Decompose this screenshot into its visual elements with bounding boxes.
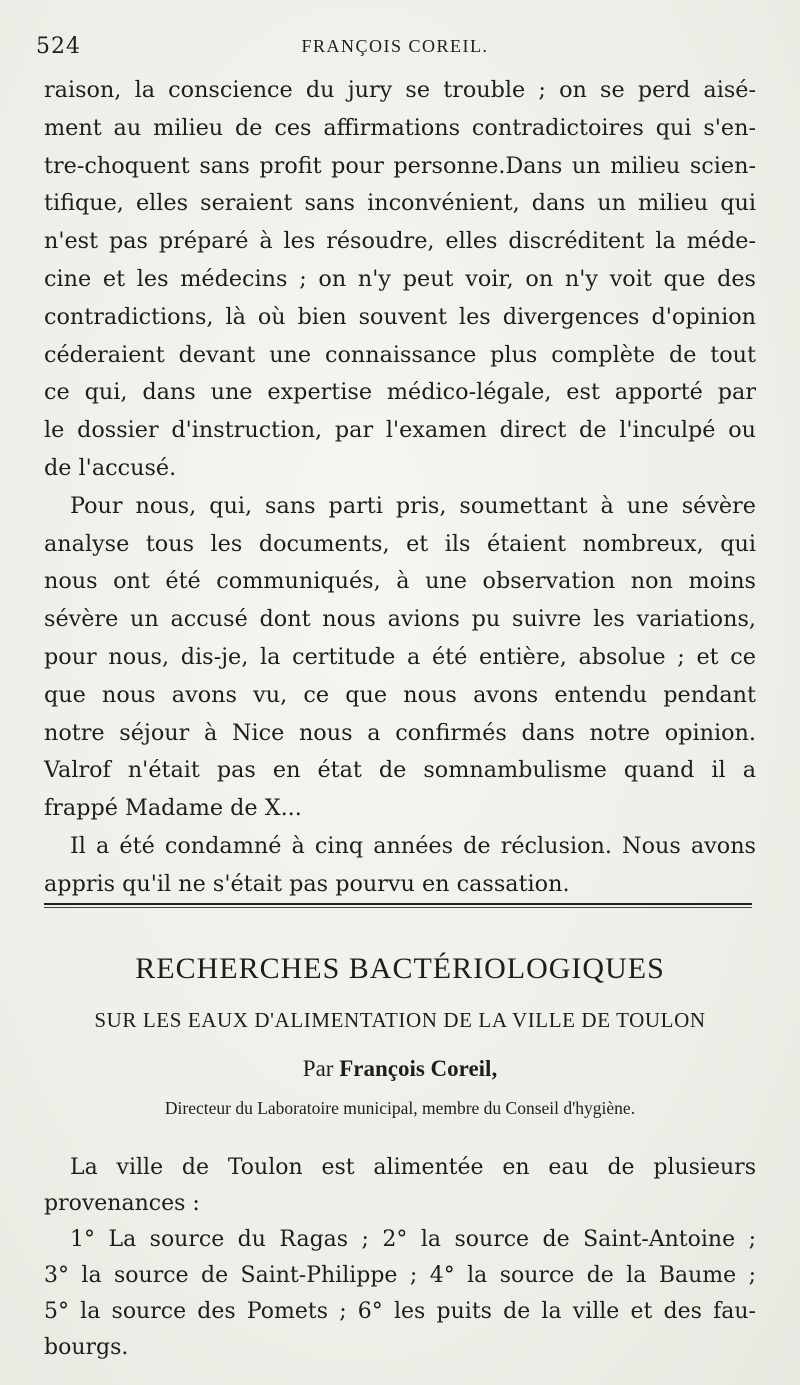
text-line: La ville de Toulon est alimentée en eau de plusieurs <box>70 1155 756 1180</box>
text-line: sévère un accusé dont nous avions pu suivre les variations, <box>44 606 756 633</box>
text-line: de l'accusé. <box>44 454 177 481</box>
text-line: 3° la source de Saint-Philippe ; 4° la source de la Baume ; <box>44 1263 756 1288</box>
text-line: céderaient devant une connaissance plus complète de tout <box>44 341 756 368</box>
text-line: pour nous, dis-je, la certitude a été entière, absolue ; et ce <box>44 643 756 670</box>
text-line: appris qu'il ne s'était pas pourvu en cassation. <box>44 870 570 897</box>
byline <box>0 1056 800 1082</box>
section-divider <box>44 903 752 905</box>
text-line: que nous avons vu, ce que nous avons entendu pendant <box>44 681 756 708</box>
byline-prefix: Par <box>302 1056 334 1081</box>
text-line: le dossier d'instruction, par l'examen direct de l'inculpé ou <box>44 417 756 444</box>
text-line: nous ont été communiqués, à une observation non moins <box>44 568 756 595</box>
text-line: frappé Madame de X... <box>44 795 302 822</box>
text-line: cine et les médecins ; on n'y peut voir, on n'y voit que des <box>44 265 756 292</box>
text-line: 5° la source des Pomets ; 6° les puits de la ville et des fau- <box>44 1299 756 1324</box>
section-subtitle: SUR LES EAUX D'ALIMENTATION DE LA VILLE DE TOULON <box>94 1008 706 1032</box>
running-title: FRANÇOIS COREIL. <box>301 36 489 56</box>
author-name: François Coreil, <box>339 1056 498 1081</box>
section-title: RECHERCHES BACTÉRIOLOGIQUES <box>135 952 665 985</box>
page-number: 524 <box>36 34 81 59</box>
author-affiliation: Directeur du Laboratoire municipal, membre du Conseil d'hygiène. <box>164 1098 636 1118</box>
text-line: ment au milieu de ces affirmations contradictoires qui s'en- <box>44 114 756 141</box>
main-text <box>44 72 756 904</box>
text-line: 1° La source du Ragas ; 2° la source de Saint-Antoine ; <box>70 1227 756 1252</box>
page-header <box>36 34 754 64</box>
text-line: notre séjour à Nice nous a confirmés dans notre opinion. <box>44 719 756 746</box>
text-line: n'est pas préparé à les résoudre, elles discréditent la méde- <box>44 228 756 255</box>
section-divider-thin <box>44 907 752 908</box>
text-line: ce qui, dans une expertise médico-légale, est apporté par <box>44 379 756 406</box>
section-text <box>44 1150 756 1366</box>
text-line: tre-choquent sans profit pour personne.Dans un milieu scien- <box>44 152 756 179</box>
text-line: Valrof n'était pas en état de somnambulisme quand il a <box>44 757 756 784</box>
text-line: tifique, elles seraient sans inconvénient, dans un milieu qui <box>44 190 756 217</box>
text-line: raison, la conscience du jury se trouble ; on se perd aisé- <box>44 77 756 103</box>
text-line: analyse tous les documents, et ils étaient nombreux, qui <box>44 530 756 557</box>
text-line: provenances : <box>44 1191 200 1216</box>
text-line: Pour nous, qui, sans parti pris, soumettant à une sévère <box>70 492 756 519</box>
text-line: Il a été condamné à cinq années de réclusion. Nous avons <box>70 832 756 859</box>
text-line: bourgs. <box>44 1335 129 1360</box>
text-line: contradictions, là où bien souvent les divergences d'opinion <box>44 303 756 330</box>
